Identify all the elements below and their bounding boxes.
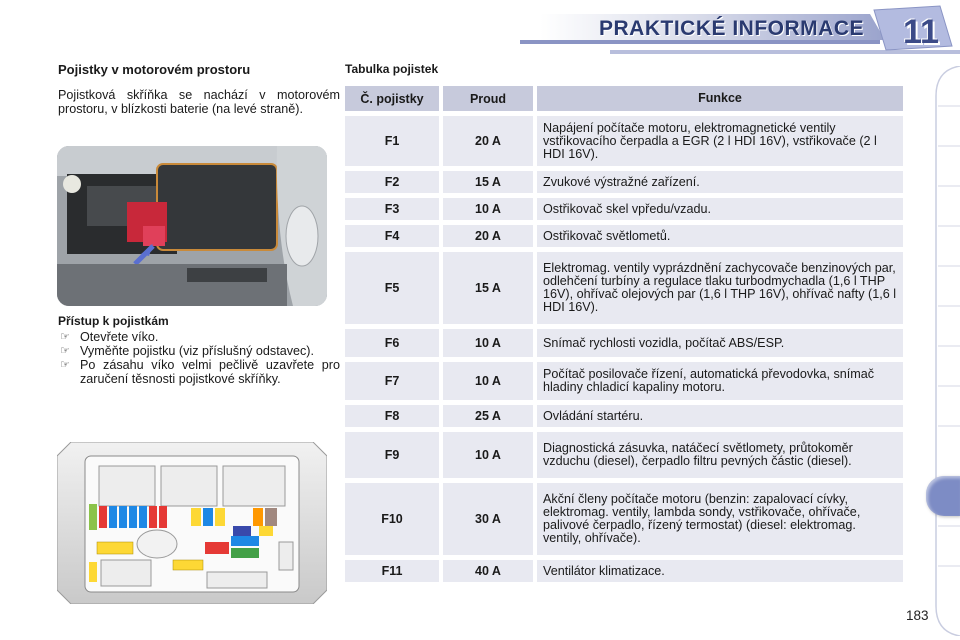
fuse-box-illustration: [57, 442, 327, 604]
page-number: 183: [906, 608, 929, 623]
step-text: Po zásahu víko velmi pečlivě uzavřete pro zaručení těsnosti pojistkové skříňky.: [80, 358, 340, 386]
chapter-number: 11: [903, 12, 939, 51]
fuse-function: Snímač rychlosti vozidla, počítač ABS/ESP.: [537, 329, 903, 357]
fuse-number: F7: [345, 362, 439, 400]
engine-bay-illustration: [57, 146, 327, 306]
fuse-number: F2: [345, 171, 439, 193]
table-row: [345, 198, 903, 220]
table-row: [345, 405, 903, 427]
fuse-function: Napájení počítače motoru, elektromagnetické ventily vstřikovacího čerpadla a EGR (2 l HDI 16V), vstřikovače (2 l HDI 16V).: [537, 116, 903, 166]
fuse-amps: 40 A: [443, 560, 533, 582]
table-title: Tabulka pojistek: [345, 62, 439, 76]
table-row: [345, 362, 903, 400]
fuse-number: F4: [345, 225, 439, 247]
fuse-amps: 25 A: [443, 405, 533, 427]
fuse-amps: 10 A: [443, 432, 533, 478]
list-item: [58, 330, 340, 344]
fuse-function: Ventilátor klimatizace.: [537, 560, 903, 582]
fuse-amps: 10 A: [443, 362, 533, 400]
fuse-number: F5: [345, 252, 439, 324]
fuse-box-diagram: [57, 442, 327, 604]
table-row: [345, 329, 903, 357]
table-row: [345, 116, 903, 166]
column-header-function: Funkce: [537, 86, 903, 111]
section-title: Pojistky v motorovém prostoru: [58, 62, 251, 77]
access-steps: [58, 330, 340, 386]
fuse-amps: 20 A: [443, 116, 533, 166]
fuse-function: Zvukové výstražné zařízení.: [537, 171, 903, 193]
fuse-function: Akční členy počítače motoru (benzin: zapalovací cívky, elektromag. ventily, lambda sondy, vstřikovače, ohřívače, palivové čerpadlo, řízený termostat) (diesel: elektromag. ventily, ohřívače).: [537, 483, 903, 555]
fuse-function: Ovládání startéru.: [537, 405, 903, 427]
table-row: [345, 171, 903, 193]
table-header-row: [345, 86, 903, 111]
fuse-function: Ostřikovač světlometů.: [537, 225, 903, 247]
page-header: [0, 0, 960, 58]
fuse-number: F10: [345, 483, 439, 555]
fuse-function: Elektromag. ventily vyprázdnění zachycovače benzinových par, odlehčení turbíny a regulace tlaku turbodmychadla (1,6 l THP 16V), ohřívač olejových par (1,6 l THP 16V), ohřívač nafty (1,6 l HDI 16V).: [537, 252, 903, 324]
fuse-amps: 15 A: [443, 252, 533, 324]
chapter-tab-active[interactable]: [926, 476, 960, 516]
fuse-number: F1: [345, 116, 439, 166]
chapter-title: PRAKTICKÉ INFORMACE: [599, 17, 864, 40]
column-header-amps: Proud: [443, 86, 533, 111]
access-title: Přístup k pojistkám: [58, 314, 169, 328]
table-row: [345, 225, 903, 247]
list-item: [58, 358, 340, 386]
fuse-function: Ostřikovač skel vpředu/vzadu.: [537, 198, 903, 220]
hand-pointer-icon: ☞: [60, 345, 70, 357]
fuse-number: F3: [345, 198, 439, 220]
fuse-amps: 30 A: [443, 483, 533, 555]
fuse-amps: 10 A: [443, 329, 533, 357]
fuse-function: Počítač posilovače řízení, automatická převodovka, snímač hladiny chladicí kapaliny motoru.: [537, 362, 903, 400]
table-row: [345, 252, 903, 324]
fuse-amps: 20 A: [443, 225, 533, 247]
hand-pointer-icon: ☞: [60, 331, 70, 343]
list-item: [58, 344, 340, 358]
fuse-amps: 15 A: [443, 171, 533, 193]
table-row: [345, 483, 903, 555]
side-index-strip: [926, 66, 960, 636]
fuse-amps: 10 A: [443, 198, 533, 220]
step-text: Vyměňte pojistku (viz příslušný odstavec).: [80, 344, 315, 358]
engine-bay-photo: [57, 146, 327, 306]
fuse-function: Diagnostická zásuvka, natáčecí světlomety, průtokoměr vzduchu (diesel), čerpadlo filtru pevných částic (diesel).: [537, 432, 903, 478]
hand-pointer-icon: ☞: [60, 359, 70, 371]
intro-paragraph: Pojistková skříňka se nachází v motorovém prostoru, v blízkosti baterie (na levé straně).: [58, 88, 340, 116]
fuse-number: F8: [345, 405, 439, 427]
fuse-number: F11: [345, 560, 439, 582]
fuse-number: F6: [345, 329, 439, 357]
fuse-table: [345, 86, 903, 587]
table-row: [345, 432, 903, 478]
step-text: Otevřete víko.: [80, 330, 159, 344]
table-row: [345, 560, 903, 582]
fuse-number: F9: [345, 432, 439, 478]
column-header-fuse: Č. pojistky: [345, 86, 439, 111]
